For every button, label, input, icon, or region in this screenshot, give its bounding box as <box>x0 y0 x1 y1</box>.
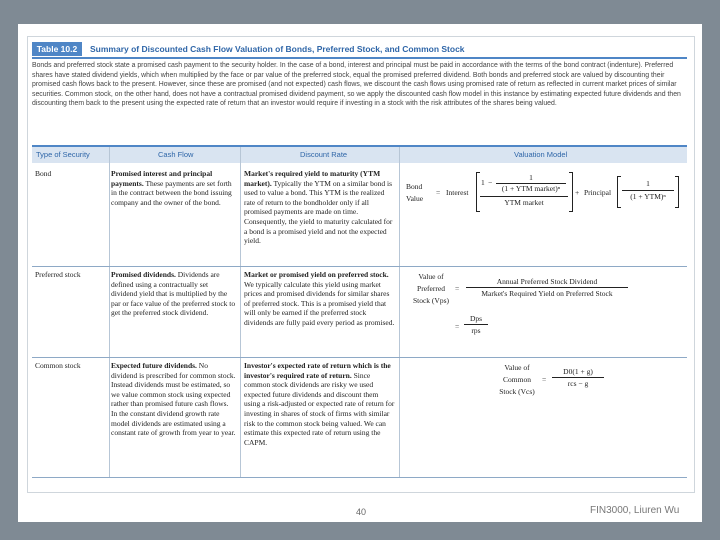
row-divider <box>32 357 687 358</box>
title-rule <box>32 57 687 59</box>
table-intro: Bonds and preferred stock state a promised cash payment to the security holder. In the case of a bond, interest and principal must be paid in accordance with the terms of the bond contract (indenture). Preferred shares have stated dividend yields, which when multiplied by the face or par value of the preferred stock, equal the promised preferred dividend. Both bonds and preferred stock are valued by discounting their promised cash flows back to the present. However, since these are promised (and not expected) cash flows, we discount the cash flows using promised rate of return as reflected in current market prices of similar securities. Common stock, on the other hand, does not have a contractual promised dividend payment, so we apply the discounted cash flow model in this instance by estimating expected future dividends and then discounting them back to the present using the expected rate of return that an investor would require if investing in a stock with the risk attributes of the shares being valued. <box>32 62 681 107</box>
header-type: Type of Security <box>36 150 90 159</box>
cash-flow-bond: Promised interest and principal payments. These payments are set forth in the contract between the bond issuing company and the owner of the bond. <box>111 169 232 207</box>
row-divider <box>32 477 687 478</box>
discount-rate-bond: Market's required yield to maturity (YTM market). Typically the YTM on a similar bond is used to value a bond. This YTM is the realized rate of return to the bondholder only if all promised payments are made on time. Consequently, the yield to maturity calculated for a bond is a promised yield and not the expected yield. <box>244 169 393 246</box>
cash-flow-preferred: Promised dividends. Dividends are defined using a contractually set dividend yield that is multiplied by the par or face value of the preferred stock to get the preferred stock dividend. <box>111 270 236 318</box>
header-valuation-model: Valuation Model <box>514 150 568 159</box>
table-label: Table 10.2 <box>32 42 82 56</box>
column-divider <box>240 147 241 478</box>
header-cash-flow: Cash Flow <box>158 150 194 159</box>
column-divider <box>399 147 400 478</box>
row-type-common: Common stock <box>35 361 81 370</box>
header-discount-rate: Discount Rate <box>300 150 348 159</box>
cash-flow-common: Expected future dividends. No dividend is prescribed for common stock. Instead dividends must be estimated, so we value common stock using expected rather than promised future cash flows. In the constant dividend growth rate model dividends are estimated using a constant rate of growth from year to year. <box>111 361 236 438</box>
footer-credit: FIN3000, Liuren Wu <box>590 505 680 516</box>
row-type-bond: Bond <box>35 169 52 178</box>
row-divider <box>32 266 687 267</box>
table-title: Summary of Discounted Cash Flow Valuation of Bonds, Preferred Stock, and Common Stock <box>90 44 465 54</box>
column-divider <box>109 147 110 478</box>
slide: Table 10.2 Summary of Discounted Cash Flow Valuation of Bonds, Preferred Stock, and Common Stock Bonds and preferred stock state a promised cash payment to the security holder. In the case of a bond, interest and principal must be paid in accordance with the terms of the bond contract (indenture). Preferred shares have stated dividend yields, which when multiplied by the face or par value of the preferred stock, equal the promised preferred dividend. Both bonds and preferred stock are valued by discounting their promised cash flows back to the present. However, since these are promised (and not expected) cash flows, we discount the cash flows using promised rate of return as reflected in current market prices of similar securities. Common stock, on the other hand, does not have a contractual promised dividend payment, so we apply the discounted cash flow model in this instance by estimating expected future dividends and then discounting them back to the present using the expected rate of return that an investor would require if investing in a stock with the risk attributes of the shares being valued. Type of Security Cash Flow Discount Rate Valuation Model Bond Promised interest and principal payments. These payments are set forth in the contract between the bond issuing company and the owner of the bond. Market's required yield to maturity (YTM market). Typically the YTM on a similar bond is used to value a bond. This YTM is the realized rate of return to the bondholder only if all promised payments are made on time. Consequently, the yield to maturity calculated for a bond is a promised yield and not the expected yield. Bond Value = Interest 1 − 1 (1 + YTM market)ⁿ YTM market + Principal 1 (1 + YTM)ⁿ Preferred stock Promised dividends. Dividends are defined using a contractually set dividend yield that is multiplied by the par or face value of the preferred stock to get the preferred stock dividend. Market or promised yield on preferred stock. We typically calculate this yield using market prices and promised dividends for similar shares of preferred stock. This is a promised yield that will only be earned if the preferred stock dividends are fully paid every period as promised. Value of Preferred Stock (Vps) = Annual Preferred Stock Dividend Market's Required Yield on Preferred Stock = Dps rps Common stock Expected future dividends. No dividend is prescribed for common stock. Instead dividends must be estimated, so we value common stock using expected rather than promised future cash flows. In the constant dividend growth rate model dividends are estimated using a constant rate of growth from year to year. Investor's expected rate of return which is the investor's required rate of return. Since common stock dividends are risky we used expected future dividends and discount them using a risk-adjusted or expected rate of return for investing in shares of stock of firms with similar risk to the common stock being valued. We can estimate this expected rate of return using the CAPM. Value of Common Stock (Vcs) = D0(1 + g) rcs − g 40 FIN3000, Liuren Wu <box>18 24 702 522</box>
page-number: 40 <box>356 507 367 517</box>
discount-rate-common: Investor's expected rate of return which is the investor's required rate of return. Since common stock dividends are risky we used expected future dividends and discount them using a risk-adjusted or expected rate of return for investing in shares of stock of firms with similar risk to the common stock being valued. We can estimate this expected rate of return using the CAPM. <box>244 361 395 447</box>
table-header <box>32 147 687 163</box>
row-type-preferred: Preferred stock <box>35 270 81 279</box>
discount-rate-preferred: Market or promised yield on preferred stock. We typically calculate this yield using market prices and promised dividends for similar shares of preferred stock. This is a promised yield that will only be earned if the preferred stock dividends are fully paid every period as promised. <box>244 270 395 327</box>
